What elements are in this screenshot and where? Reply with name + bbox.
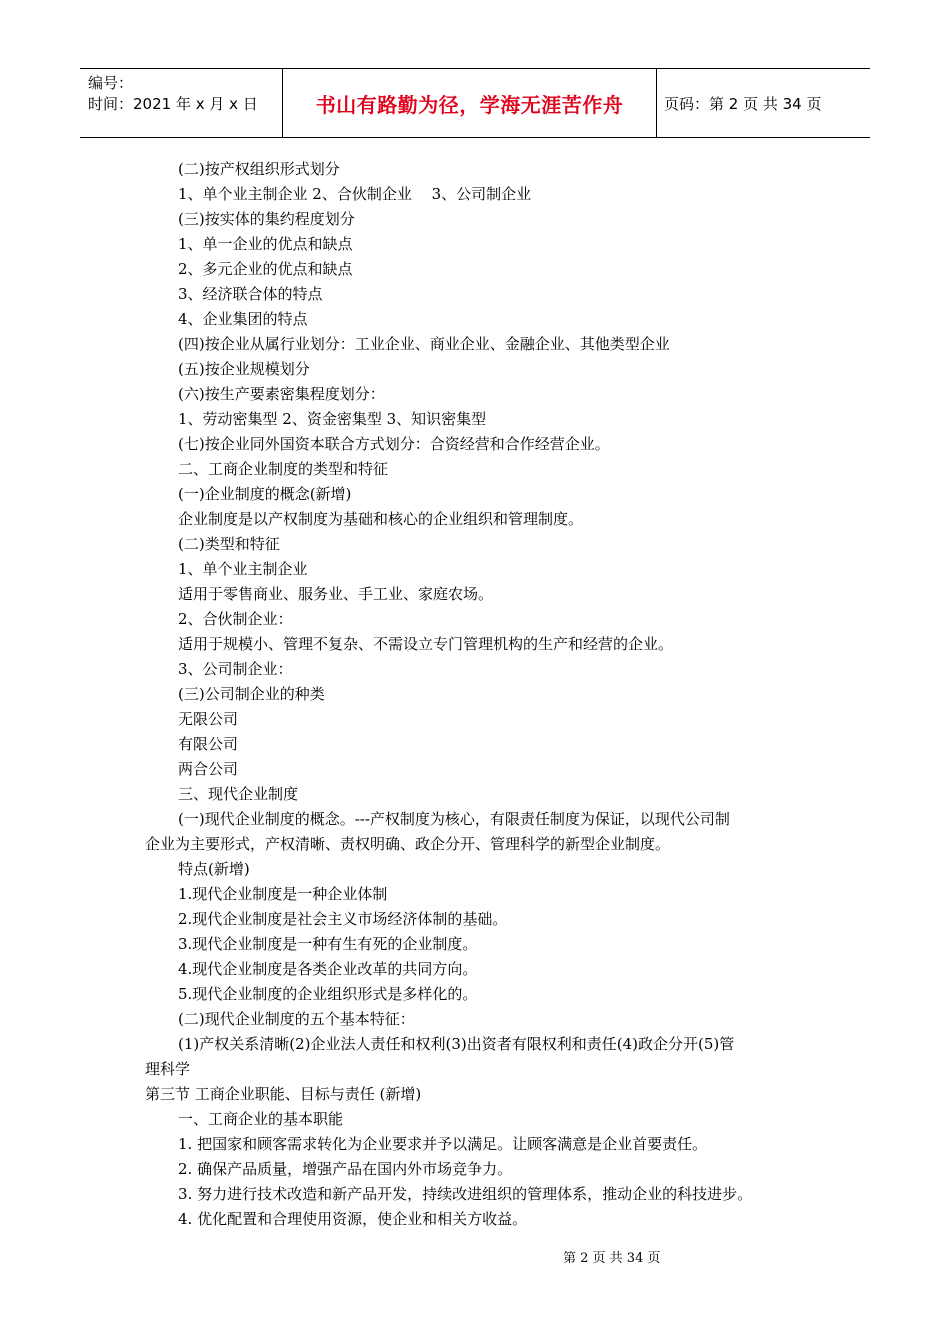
text-line: 适用于规模小、管理不复杂、不需设立专门管理机构的生产和经营的企业。 (178, 635, 674, 653)
text-line: 有限公司 (178, 735, 239, 753)
text-line: 企业制度是以产权制度为基础和核心的企业组织和管理制度。 (178, 510, 584, 528)
page-header (80, 68, 870, 138)
text-line: 2、合伙制企业： (178, 610, 293, 628)
section-heading: 二、工商企业制度的类型和特征 (178, 460, 389, 478)
text-line: (二)按产权组织形式划分 (178, 160, 340, 178)
text-line: 1、单个业主制企业 (178, 560, 308, 578)
header-motto: 书山有路勤为径，学海无涯苦作舟 (283, 69, 657, 137)
text-line: (1)产权关系清晰(2)企业法人责任和权利(3)出资者有限权利和责任(4)政企分开(5)管 (178, 1035, 735, 1053)
text-line: (二)现代企业制度的五个基本特征： (178, 1010, 415, 1028)
section-heading: 第三节 工商企业职能、目标与责任 (新增) (145, 1085, 422, 1103)
text-line: (三)按实体的集约程度划分 (178, 210, 355, 228)
text-line: 1、单个业主制企业 2、合伙制企业 3、公司制企业 (178, 185, 532, 203)
text-line: (二)类型和特征 (178, 535, 280, 553)
document-code-label: 编号： (88, 74, 134, 92)
header-info-cell (80, 69, 283, 137)
text-line: (一)企业制度的概念(新增) (178, 485, 352, 503)
text-line: 4. 优化配置和合理使用资源，使企业和相关方收益。 (178, 1210, 528, 1228)
section-heading: 三、现代企业制度 (178, 785, 299, 803)
text-line: 1、单一企业的优点和缺点 (178, 235, 353, 253)
text-line: 两合公司 (178, 760, 239, 778)
text-line: (一)现代企业制度的概念。---产权制度为核心，有限责任制度为保证，以现代公司制 (178, 810, 730, 828)
text-line: 2.现代企业制度是社会主义市场经济体制的基础。 (178, 910, 508, 928)
document-date-label: 时间：2021 年 x 月 x 日 (88, 95, 258, 113)
text-line: 3.现代企业制度是一种有生有死的企业制度。 (178, 935, 478, 953)
text-line: (五)按企业规模划分 (178, 360, 310, 378)
text-line: 一、工商企业的基本职能 (178, 1110, 344, 1128)
text-line: 1.现代企业制度是一种企业体制 (178, 885, 388, 903)
header-page-info: 页码：第 2 页 共 34 页 (664, 94, 822, 113)
text-line: 5.现代企业制度的企业组织形式是多样化的。 (178, 985, 478, 1003)
text-line: 理科学 (145, 1060, 191, 1078)
text-line: 适用于零售商业、服务业、手工业、家庭农场。 (178, 585, 494, 603)
text-line: 1、劳动密集型 2、资金密集型 3、知识密集型 (178, 410, 487, 428)
text-line: (七)按企业同外国资本联合方式划分：合资经营和合作经营企业。 (178, 435, 610, 453)
text-line: 特点(新增) (178, 860, 250, 878)
text-line: 2. 确保产品质量，增强产品在国内外市场竞争力。 (178, 1160, 513, 1178)
text-line: 2、多元企业的优点和缺点 (178, 260, 353, 278)
text-line: 3. 努力进行技术改造和新产品开发，持续改进组织的管理体系，推动企业的科技进步。 (178, 1185, 753, 1203)
text-line: 企业为主要形式，产权清晰、责权明确、政企分开、管理科学的新型企业制度。 (145, 835, 671, 853)
text-line: 1. 把国家和顾客需求转化为企业要求并予以满足。让顾客满意是企业首要责任。 (178, 1135, 708, 1153)
text-line: (四)按企业从属行业划分：工业企业、商业企业、金融企业、其他类型企业 (178, 335, 670, 353)
text-line: 4、企业集团的特点 (178, 310, 308, 328)
text-line: 3、公司制企业： (178, 660, 293, 678)
text-line: 3、经济联合体的特点 (178, 285, 323, 303)
page-footer: 第 2 页 共 34 页 (563, 1251, 661, 1266)
text-line: (三)公司制企业的种类 (178, 685, 325, 703)
text-line: 4.现代企业制度是各类企业改革的共同方向。 (178, 960, 478, 978)
text-line: 无限公司 (178, 710, 239, 728)
text-line: (六)按生产要素密集程度划分： (178, 385, 385, 403)
